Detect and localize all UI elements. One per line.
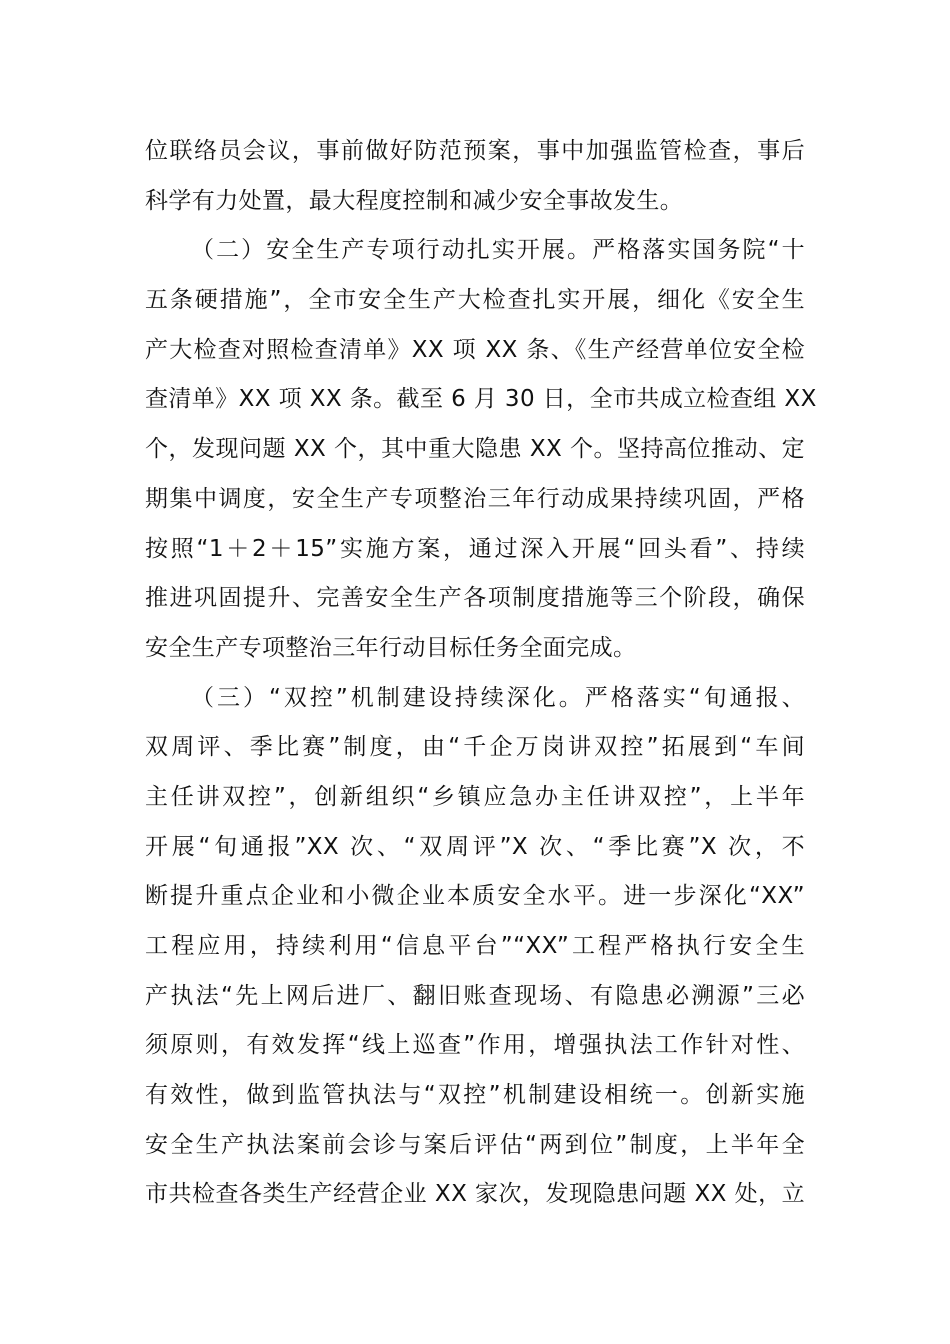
text-line: 安全生产执法案前会诊与案后评估“两到位”制度，上半年全 [145, 1131, 805, 1158]
text-line: 按照“1＋2＋15”实施方案，通过深入开展“回头看”、持续 [145, 535, 805, 562]
text-line: 产执法“先上网后进厂、翻旧账查现场、有隐患必溯源”三必 [145, 982, 805, 1009]
text-line: 查清单》XX 项 XX 条。截至 6 月 30 日，全市共成立检查组 XX [145, 386, 817, 413]
text-line: 有效性，做到监管执法与“双控”机制建设相统一。创新实施 [145, 1082, 805, 1109]
text-line: 双周评、季比赛”制度，由“千企万岗讲双控”拓展到“车间 [145, 734, 805, 761]
text-line: 断提升重点企业和小微企业本质安全水平。进一步深化“XX” [145, 883, 805, 910]
text-line: 须原则，有效发挥“线上巡查”作用，增强执法工作针对性、 [145, 1032, 805, 1059]
text-line: 市共检查各类生产经营企业 XX 家次，发现隐患问题 XX 处，立 [145, 1181, 805, 1208]
text-line: 工程应用，持续利用“信息平台”“XX”工程严格执行安全生 [145, 933, 805, 959]
text-line: 推进巩固提升、完善安全生产各项制度措施等三个阶段，确保 [145, 585, 805, 612]
text-line: （三）“双控”机制建设持续深化。严格落实“旬通报、 [191, 684, 805, 711]
text-line: 主任讲双控”，创新组织“乡镇应急办主任讲双控”，上半年 [145, 783, 805, 810]
document-body [145, 127, 817, 1220]
text-line: 科学有力处置，最大程度控制和减少安全事故发生。 [145, 187, 684, 214]
text-line: 安全生产专项整治三年行动目标任务全面完成。 [145, 634, 637, 661]
text-line: 五条硬措施”，全市安全生产大检查扎实开展，细化《安全生 [145, 287, 805, 314]
text-line: 个，发现问题 XX 个，其中重大隐患 XX 个。坚持高位推动、定 [145, 436, 805, 463]
text-line: 产大检查对照检查清单》XX 项 XX 条、《生产经营单位安全检 [145, 336, 805, 363]
text-line: 开展“旬通报”XX 次、“双周评”X 次、“季比赛”X 次，不 [145, 833, 805, 860]
text-line: 期集中调度，安全生产专项整治三年行动成果持续巩固，严格 [145, 485, 805, 512]
text-line: （二）安全生产专项行动扎实开展。严格落实国务院“十 [191, 237, 805, 264]
text-line: 位联络员会议，事前做好防范预案，事中加强监管检查，事后 [145, 138, 805, 164]
